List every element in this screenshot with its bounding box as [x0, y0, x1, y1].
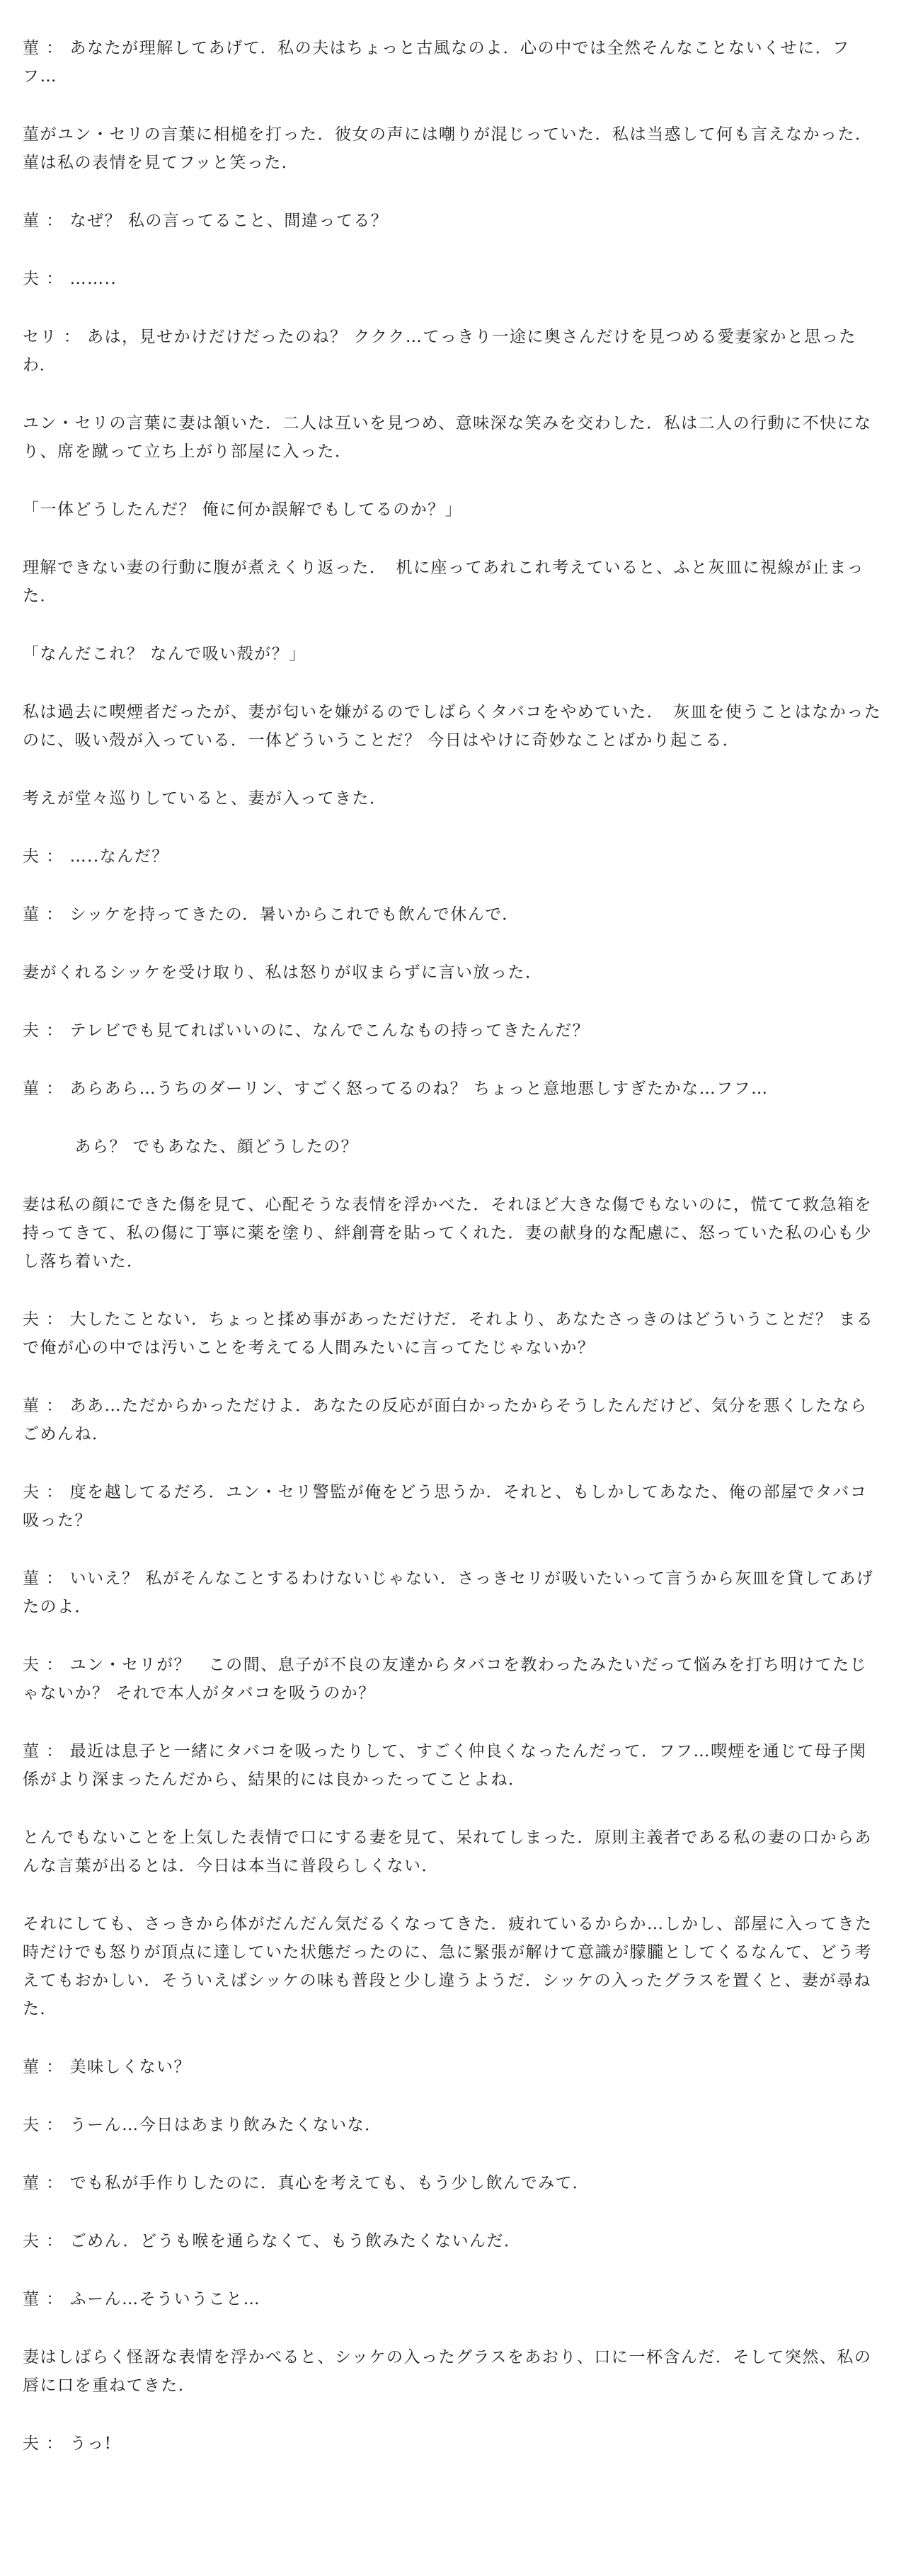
paragraph: 夫 ： テレビでも見てればいいのに、なんでこんなもの持ってきたんだ？: [23, 1021, 590, 1040]
paragraph: セリ ： あは，見せかけだけだったのね？ ククク…てっきり一途に奥さんだけを見つめる愛妻家かと思ったわ．: [23, 328, 856, 374]
paragraph: 「一体どうしたんだ？ 俺に何か誤解でもしてるのか？」: [23, 500, 463, 519]
paragraph: 妻がくれるシッケを受け取り、私は怒りが収まらずに言い放った．: [23, 963, 543, 982]
paragraph: 私は過去に喫煙者だったが、妻が匂いを嫌がるのでしばらくタバコをやめていた． 灰皿を使うことはなかったのに、吸い殻が入っている．一体どういうことだ？ 今日はやけに奇妙なことばかり起こる．: [23, 703, 882, 750]
paragraph: とんでもないことを上気した表情で口にする妻を見て、呆れてしまった．原則主義者である私の妻の口からあんな言葉が出るとは．今日は本当に普段らしくない．: [23, 1828, 873, 1875]
paragraph: 夫 ： 度を越してるだろ．ユン・セリ警監が俺をどう思うか．それと、もしかしてあなた、俺の部屋でタバコ吸った？: [23, 1483, 868, 1530]
paragraph: 夫 ： 大したことない．ちょっと揉め事があっただけだ．それより、あなたさっきのはどういうことだ？ まるで俺が心の中では汚いことを考えてる人間みたいに言ってたじゃないか？: [23, 1310, 874, 1357]
paragraph: 夫 ： ユン・セリが？ この間、息子が不良の友達からタバコを教わったみたいだって悩みを打ち明けてたじゃないか？ それで本人がタバコを吸うのか？: [23, 1656, 868, 1702]
paragraph: 菫 ： いいえ？ 私がそんなことするわけないじゃない．さっきセリが吸いたいって言うから灰皿を貸してあげたのよ．: [23, 1569, 874, 1616]
paragraph: 菫 ： シッケを持ってきたの．暑いからこれでも飲んで休んで．: [23, 905, 520, 924]
paragraph: 菫 ： あなたが理解してあげて．私の夫はちょっと古風なのよ．心の中では全然そんなことないくせに．フフ…: [23, 39, 850, 86]
paragraph: 菫 ： なぜ？ 私の言ってること、間違ってる？: [23, 212, 389, 230]
paragraph: 理解できない妻の行動に腹が煮えくり返った． 机に座ってあれこれ考えていると、ふと灰皿に視線が止まった．: [23, 559, 864, 605]
paragraph: 考えが堂々巡りしていると、妻が入ってきた．: [23, 789, 387, 808]
paragraph: 菫 ： でも私が手作りしたのに．真心を考えても、もう少し飲んでみて．: [23, 2174, 590, 2192]
paragraph: 菫がユン・セリの言葉に相槌を打った．彼女の声には嘲りが混じっていた．私は当惑して何も言えなかった．菫は私の表情を見てフッと笑った．: [23, 125, 873, 172]
paragraph: あら？ でもあなた、顔どうしたの？: [23, 1138, 359, 1156]
paragraph: 夫 ： ……..: [23, 270, 117, 288]
paragraph: 菫 ： あらあら…うちのダーリン、すごく怒ってるのね？ ちょっと意地悪しすぎたかな…フフ…: [23, 1080, 769, 1098]
paragraph: 菫 ： 最近は息子と一緒にタバコを吸ったりして、すごく仲良くなったんだって．フフ…喫煙を通じて母子関係がより深まったんだから、結果的には良かったってことよね．: [23, 1742, 867, 1789]
paragraph: 妻は私の顔にできた傷を見て、心配そうな表情を浮かべた．それほど大きな傷でもないのに，慌てて救急箱を持ってきて、私の傷に丁寧に薬を塗り、絆創膏を貼ってくれた．妻の献身的な配慮に、怒っていた私の心も少し落ち着いた．: [23, 1196, 873, 1271]
paragraph: 「なんだこれ？ なんで吸い殻が？」: [23, 645, 306, 663]
paragraph: ユン・セリの言葉に妻は頷いた．二人は互いを見つめ、意味深な笑みを交わした．私は二人の行動に不快になり、席を蹴って立ち上がり部屋に入った．: [23, 414, 872, 461]
paragraph: 夫 ： ごめん．どうも喉を通らなくて、もう飲みたくないんだ．: [23, 2232, 522, 2250]
paragraph: 夫 ： うーん…今日はあまり飲みたくないな．: [23, 2116, 382, 2134]
paragraph: 菫 ： 美味しくない？: [23, 2058, 192, 2076]
paragraph: 菫 ： ああ…ただからかっただけよ．あなたの反応が面白かったからそうしたんだけど、気分を悪くしたならごめんね．: [23, 1397, 868, 1443]
paragraph: 夫 ： …..なんだ？: [23, 847, 169, 866]
paragraph: 妻はしばらく怪訝な表情を浮かべると、シッケの入ったグラスをあおり、口に一杯含んだ．そして突然、私の唇に口を重ねてきた．: [23, 2348, 872, 2395]
paragraph: 菫 ： ふーん…そういうこと…: [23, 2290, 261, 2308]
paragraph: 夫 ： うっ!: [23, 2434, 113, 2453]
paragraph: それにしても、さっきから体がだんだん気だるくなってきた．疲れているからか…しかし、部屋に入ってきた時だけでも怒りが頂点に達していた状態だったのに、急に緊張が解けて意識が朦朧としてくるなんて、どう考えてもおかしい．そういえばシッケの味も普段と少し違うようだ．シッケの入ったグラスを置くと、妻が尋ねた．: [23, 1915, 873, 2018]
